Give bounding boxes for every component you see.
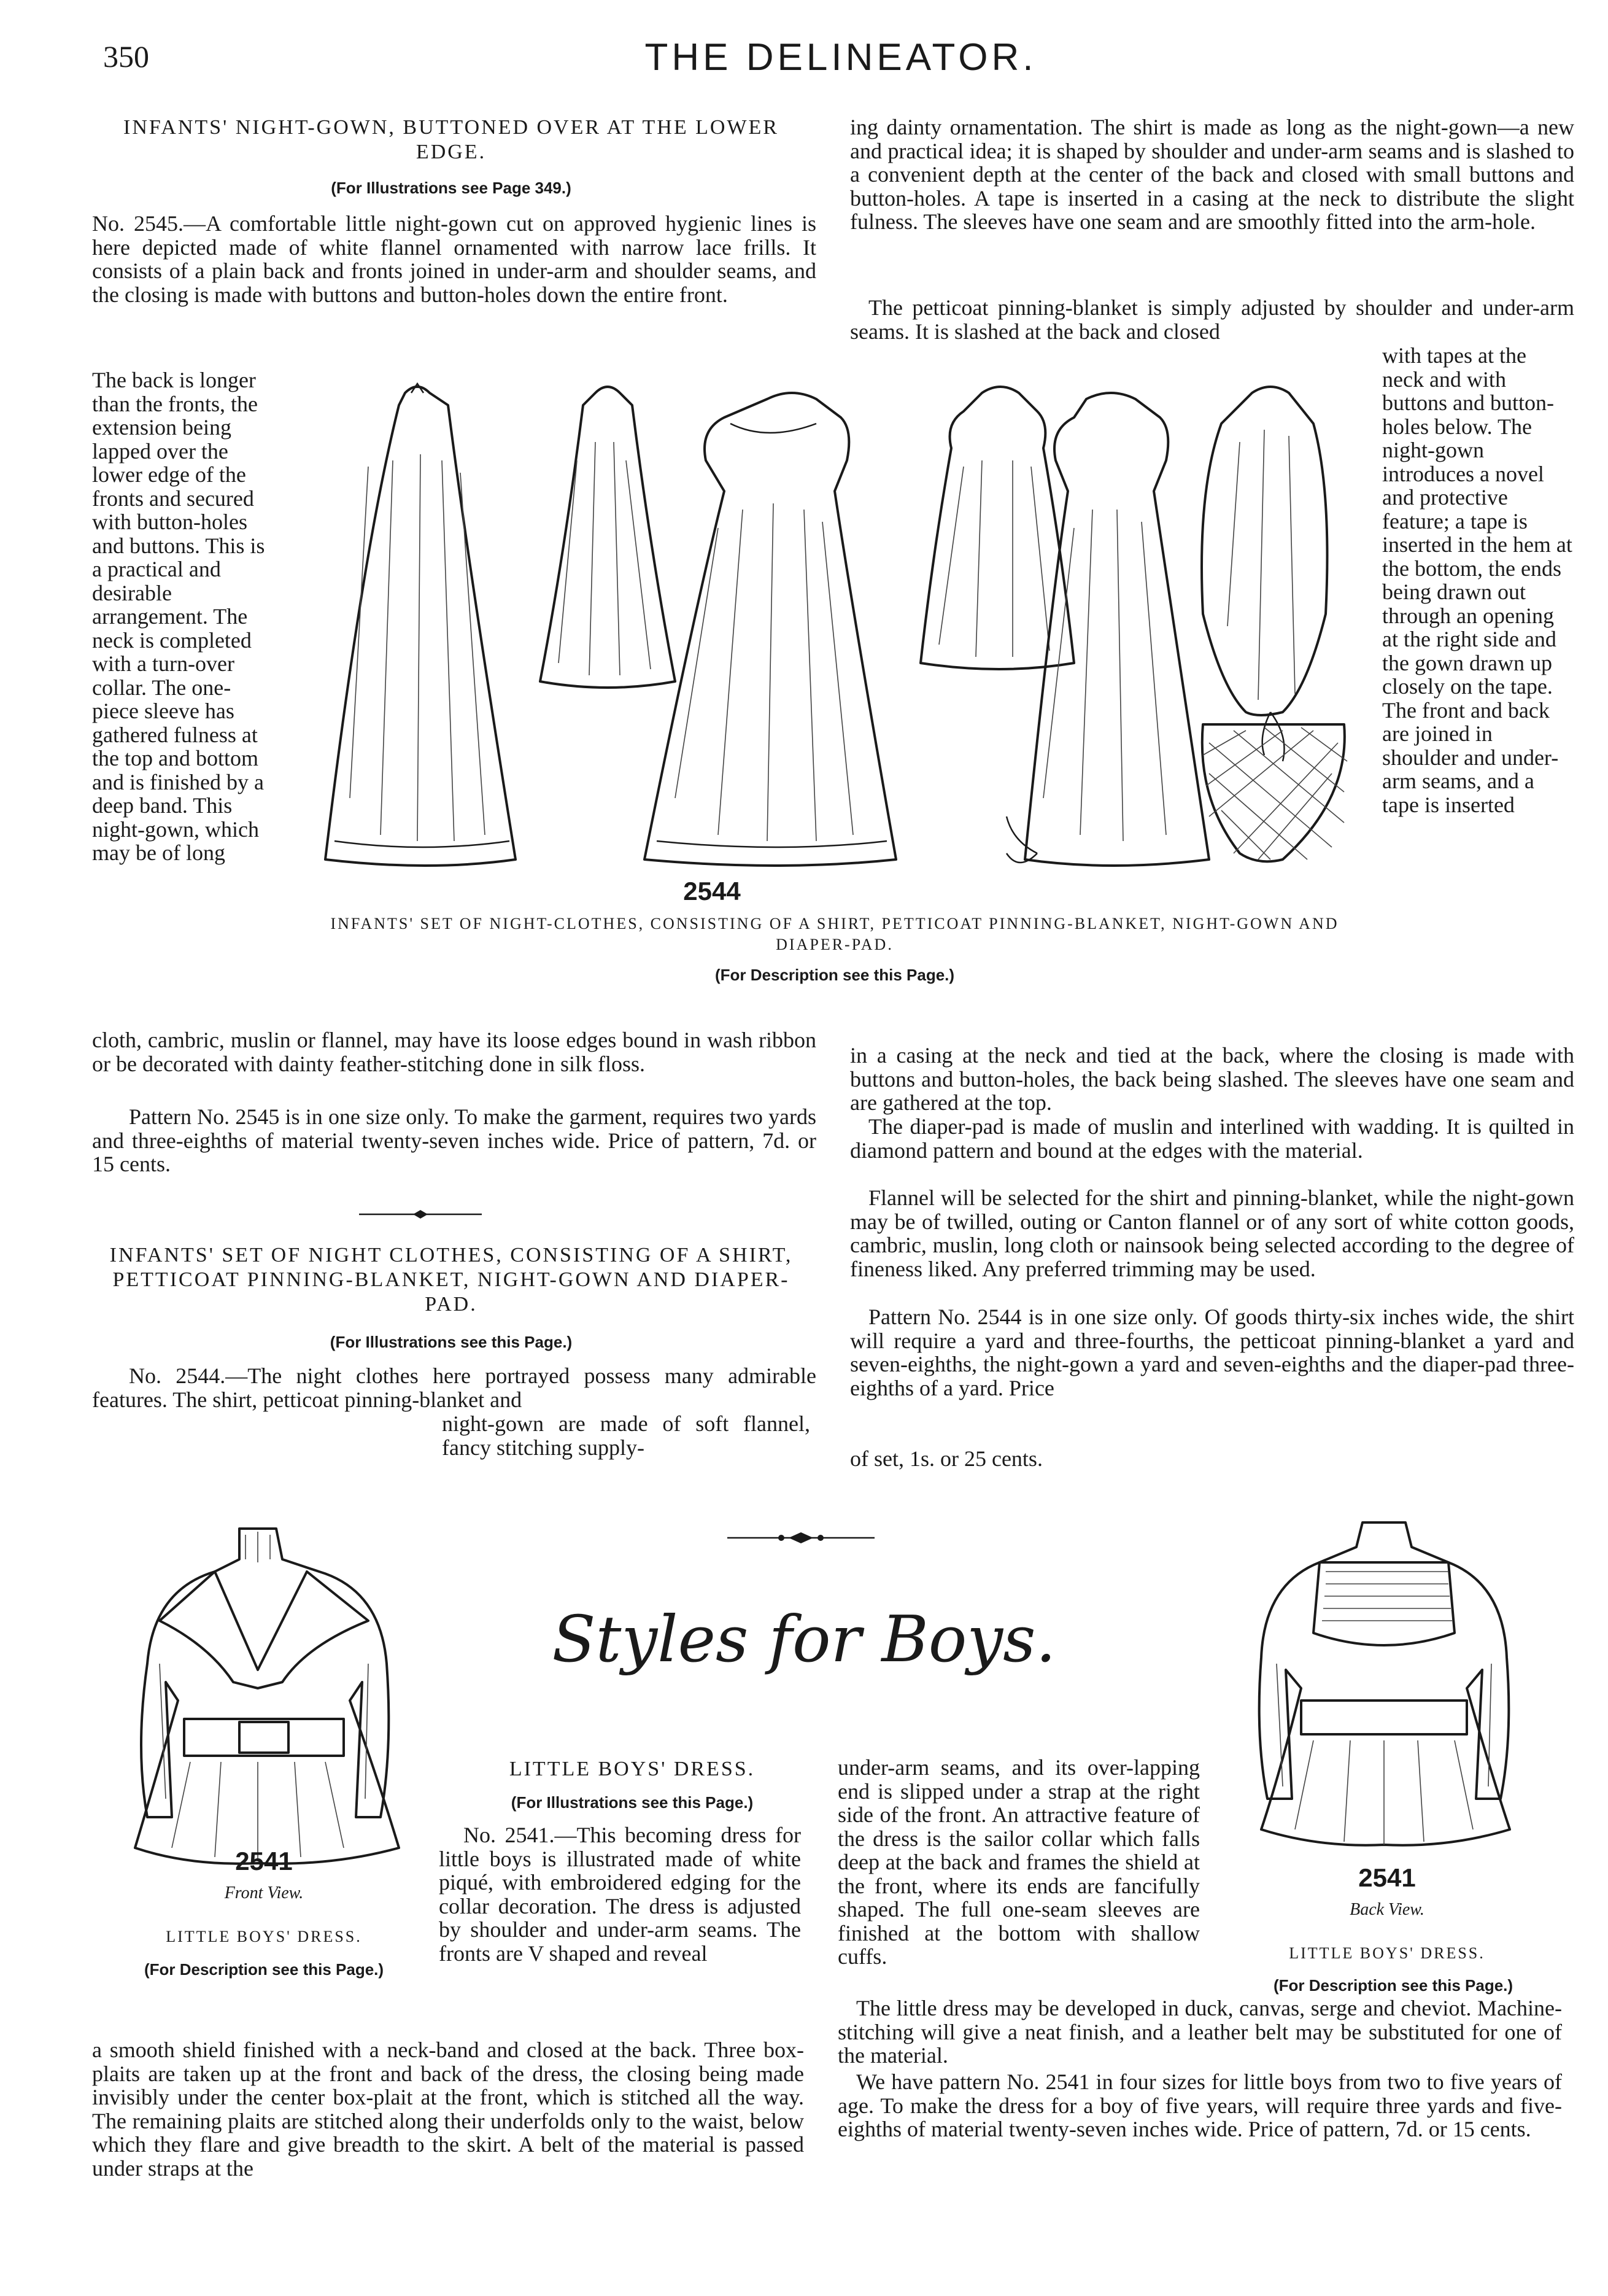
article-2545-paragraph-1: No. 2545.—A comfortable little night-gown cut on approved hygienic lines is here depicted made of white flannel ornamented with narrow lace frills. It consists of a plain back and fronts joined in under-arm and shoulder seams, and the closing is made with buttons and button-holes down the entire front. [92,211,816,307]
drawing-long-gown-tape [1007,393,1209,866]
drawing-diaper-pad [1202,724,1347,861]
drawing-night-gown [644,393,896,866]
article-2541-paragraph-1-right: under-arm seams, and its over-lapping end is slipped under a strap at the right side of the front. An attractive feature of the dress is the sailor collar which falls deep at the back and frames the shield at the front, where its ends are fancifully shaped. The full one-seam sleeves are finished at the bottom with shallow cuffs. [838,1755,1200,1969]
article-2544-paragraph-2-start: The petticoat pinning-blanket is simply adjusted by shoulder and under-arm seams. It is slashed at the back and closed [850,295,1574,344]
article-2545-title: INFANTS' NIGHT-GOWN, BUTTONED OVER AT THE LOWER EDGE. [123,116,779,163]
article-2544-title: INFANTS' SET OF NIGHT CLOTHES, CONSISTING OF A SHIRT, PETTICOAT PINNING-BLANKET, NIGHT-GOWN AND DIAPER-PAD. [109,1244,793,1316]
drawing-pinning-blanket [540,387,675,688]
article-2544-paragraph-2-end: in a casing at the neck and tied at the back, where the closing is made with buttons and button-holes, the back being slashed. The sleeves have one seam and are gathered at the top. [850,1043,1574,1115]
figure-2541-back-caption: LITTLE BOYS' DRESS. [1289,1944,1485,1962]
article-2544-paragraph-1-narrow: night-gown are made of soft flannel, fancy stitching supply- [442,1411,810,1460]
ornamental-rule-left [359,1208,482,1220]
article-2541-paragraph-1-wide: a smooth shield finished with a neck-band and closed at the back. Three box-plaits are taken up at the front and back of the dress, the closing being made invisibly under the center box-plait at the front, which is stitched all the way. The remaining plaits are stitched along their underfolds only to the waist, below which they flare and give breadth to the skirt. A belt of the material is passed under straps at the [92,2038,804,2181]
article-2541-paragraph-1-narrow: No. 2541.—This becoming dress for little boys is illustrated made of white piqué, with embroidered edging for the collar decoration. The dress is adjusted by shoulder and under-arm seams. The fronts are V shaped and reveal [439,1823,801,1966]
drawing-shirt [325,384,516,866]
figure-2544-description-note: (For Description see this Page.) [714,966,955,984]
illustration-boys-dress-front [123,1504,411,1866]
figure-2541-back-number: 2541 [1358,1863,1416,1892]
article-2544-paragraph-5-end: of set, 1s. or 25 cents. [850,1446,1043,1471]
figure-2544-caption: INFANTS' SET OF NIGHT-CLOTHES, CONSISTING OF A SHIRT, PETTICOAT PINNING-BLANKET, NIGHT-GOWN AND DIAPER-PAD. [330,915,1339,953]
drawing-gathered-gown [1202,387,1328,761]
ornamental-rule-center [727,1529,875,1547]
article-2545-paragraph-1-end: cloth, cambric, muslin or flannel, may have its loose edges bound in wash ribbon or be decorated with dainty feather-stitching done in silk floss. [92,1028,816,1076]
article-2544-paragraph-5: Pattern No. 2544 is in one size only. Of goods thirty-six inches wide, the shirt will require a yard and three-fourths, the petticoat pinning-blanket a yard and seven-eighths, the night-gown a yard and seven-eighths and the diaper-pad three-eighths of a yard. Price [850,1305,1574,1400]
figure-2541-front-view: Front View. [224,1883,304,1902]
section-title: Styles for Boys. [552,1602,1056,1677]
figure-2541-front-number: 2541 [235,1847,293,1875]
figure-2541-front-description-note: (For Description see this Page.) [144,1960,384,1979]
article-2544-paragraph-1-start: No. 2544.—The night clothes here portrayed possess many admirable features. The shirt, petticoat pinning-blanket and [92,1363,816,1412]
article-2541-illustration-note: (For Illustrations see this Page.) [511,1793,754,1812]
article-2541-paragraph-2: The little dress may be developed in duck, canvas, serge and cheviot. Machine-stitching will give a neat finish, and a leather belt may be substituted for one of the material. [838,1996,1562,2068]
article-2541-paragraph-3: We have pattern No. 2541 in four sizes for little boys from two to five years of age. To make the dress for a boy of five years, will require three yards and five-eighths of material twenty-seven inches wide. Price of pattern, 7d. or 15 cents. [838,2069,1562,2141]
article-2545-paragraph-2: Pattern No. 2545 is in one size only. To make the garment, requires two yards and three-eighths of material twenty-seven inches wide. Price of pattern, 7d. or 15 cents. [92,1104,816,1176]
article-2545-paragraph-1-wrap: The back is longer than the fronts, the extension being lapped over the lower edge of the fronts and secured with button-holes and buttons. This is a practical and desirable arrangement. The neck is completed with a turn-over collar. The one-piece sleeve has gathered fulness at the top and bottom and is finished by a deep band. This night-gown, which may be of long [92,368,265,865]
article-2544-illustration-note: (For Illustrations see this Page.) [330,1333,573,1351]
article-2544-paragraph-3: The diaper-pad is made of muslin and interlined with wadding. It is quilted in diamond pattern and bound at the edges with the material. [850,1114,1574,1163]
illustration-infant-night-clothes [301,368,1369,896]
illustration-boys-dress-back [1252,1504,1516,1848]
article-2544-paragraph-4: Flannel will be selected for the shirt and pinning-blanket, while the night-gown may be of twilled, outing or Canton flannel or of any sort of white cotton goods, cambric, muslin, long cloth or nainsook being selected according to the degree of fineness liked. Any preferred trimming may be used. [850,1185,1574,1281]
figure-2541-back-description-note: (For Description see this Page.) [1273,1976,1513,1995]
article-2541-title: LITTLE BOYS' DRESS. [509,1758,756,1780]
article-2544-paragraph-1-continued: ing dainty ornamentation. The shirt is made as long as the night-gown—a new and practical idea; it is shaped by shoulder and under-arm seams and is slashed to a convenient depth at the center of the back and closed with small buttons and button-holes. A tape is inserted in a casing at the neck to distribute the slight fulness. The sleeves have one seam and are smoothly fitted into the arm-hole. [850,115,1574,234]
figure-2541-back-view: Back View. [1350,1900,1424,1919]
figure-2544-number: 2544 [683,877,741,906]
page-number: 350 [103,39,149,74]
article-2544-paragraph-2-wrap: with tapes at the neck and with buttons and button-holes below. The night-gown introduces a novel and protective feature; a tape is inserted in the hem at the bottom, the ends being drawn out through an opening at the right side and the gown drawn up closely on the tape. The front and back are joined in shoulder and under-arm seams, and a tape is inserted [1382,343,1572,817]
article-2545-illustration-note: (For Illustrations see Page 349.) [331,179,571,197]
figure-2541-front-caption: LITTLE BOYS' DRESS. [166,1928,362,1945]
running-title: THE DELINEATOR. [644,36,1037,79]
